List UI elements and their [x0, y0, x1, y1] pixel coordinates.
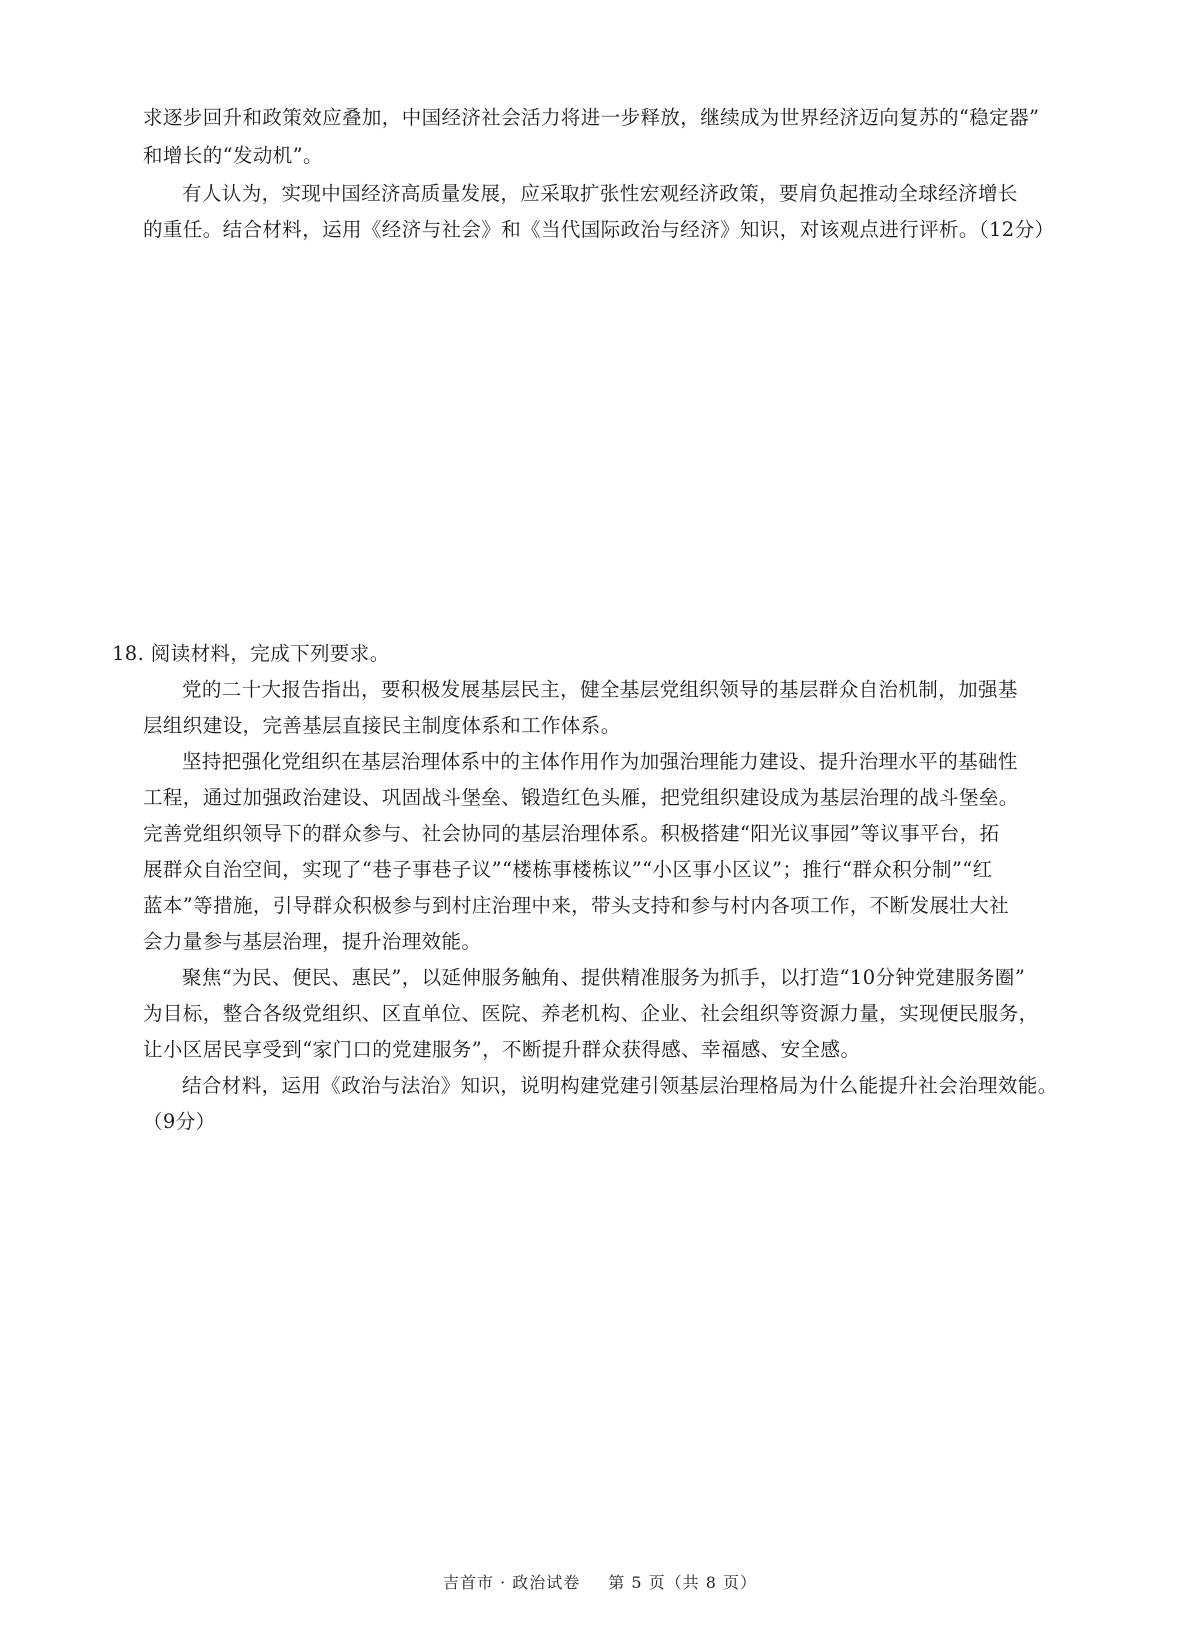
q17-material-line: 求逐步回升和政策效应叠加，中国经济社会活力将进一步释放，继续成为世界经济迈向复苏的“稳定器”	[143, 106, 1040, 129]
q17-answer-space	[143, 260, 1063, 630]
page-footer	[0, 1570, 1200, 1593]
q17-material-line: 和增长的“发动机”。	[143, 144, 323, 167]
q18-answer-space	[143, 1150, 1063, 1550]
q18-paragraph-1: 党的二十大报告指出，要积极发展基层民主，健全基层党组织领导的基层群众自治机制，加强基	[182, 678, 1018, 701]
q18-paragraph-2: 工程，通过加强政治建设、巩固战斗堡垒、锻造红色头雁，把党组织建设成为基层治理的战斗堡垒。	[143, 786, 1019, 809]
q18-paragraph-3: 让小区居民享受到“家门口的党建服务”，不断提升群众获得感、幸福感、安全感。	[143, 1038, 861, 1061]
q18-paragraph-1: 层组织建设，完善基层直接民主制度体系和工作体系。	[143, 714, 621, 737]
q18-heading: 18. 阅读材料，完成下列要求。	[112, 642, 390, 665]
q17-prompt: 的重任。结合材料，运用《经济与社会》和《当代国际政治与经济》知识，对该观点进行评析。（12分）	[143, 218, 1055, 241]
q18-paragraph-2: 展群众自治空间，实现了“巷子事巷子议”“楼栋事楼栋议”“小区事小区议”；推行“群众积分制”“红	[143, 858, 993, 881]
q18-paragraph-2: 坚持把强化党组织在基层治理体系中的主体作用作为加强治理能力建设、提升治理水平的基础性	[182, 750, 1018, 773]
q18-paragraph-2: 完善党组织领导下的群众参与、社会协同的基层治理体系。积极搭建“阳光议事园”等议事平台，拓	[143, 822, 1000, 845]
q18-prompt: （9分）	[143, 1110, 216, 1133]
q18-paragraph-3: 为目标，整合各级党组织、区直单位、医院、养老机构、企业、社会组织等资源力量，实现便民服务，	[143, 1002, 1039, 1025]
q17-prompt: 有人认为，实现中国经济高质量发展，应采取扩张性宏观经济政策，要肩负起推动全球经济增长	[182, 182, 1018, 205]
footer-exam-title: 吉首市 · 政治试卷	[443, 1573, 581, 1592]
q18-paragraph-3: 聚焦“为民、便民、惠民”，以延伸服务触角、提供精准服务为抓手，以打造“10分钟党建服务圈”	[182, 966, 1026, 989]
q18-paragraph-2: 蓝本”等措施，引导群众积极参与到村庄治理中来，带头支持和参与村内各项工作，不断发展壮大社	[143, 894, 1010, 917]
q18-prompt: 结合材料，运用《政治与法治》知识，说明构建党建引领基层治理格局为什么能提升社会治理效能。	[182, 1074, 1058, 1097]
q18-paragraph-2: 会力量参与基层治理，提升治理效能。	[143, 930, 482, 953]
footer-page-number: 第 5 页（共 8 页）	[608, 1573, 757, 1592]
